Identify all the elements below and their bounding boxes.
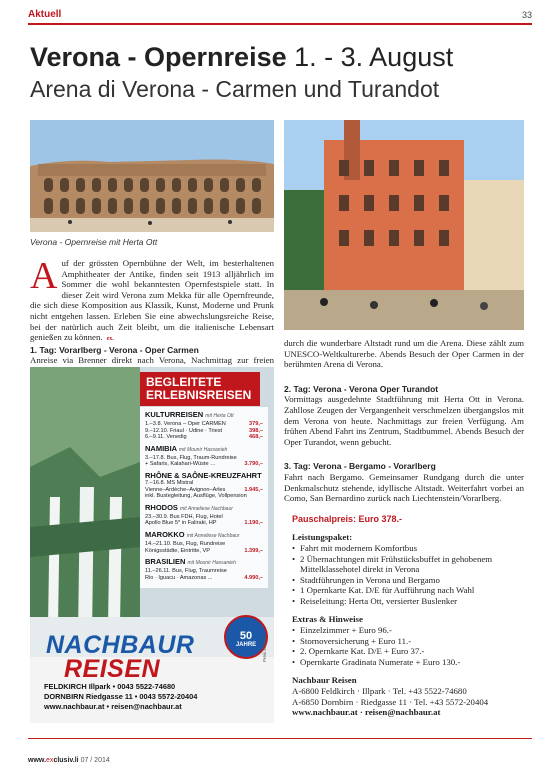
contact-block: [292, 675, 524, 717]
ad-web-email[interactable]: www.nachbaur.at • reisen@nachbaur.at: [44, 702, 182, 711]
header-rule: [28, 23, 532, 25]
trip-row-price: 1.190,–: [244, 520, 263, 527]
trip-name: RHÔNE & SAÔNE-KREUZFAHRT: [145, 470, 262, 480]
services-title: Leistungspaket:: [292, 532, 353, 543]
title-bold: Verona - Opernreise: [30, 42, 287, 72]
trip-row-text: 11.–26.11. Bus, Flug, Traumreise: [145, 568, 227, 575]
ad-side-note: Preis in Euro: [262, 636, 267, 662]
trip-row-text: 23.–30.9. Bus FDH, Flug, Hotel: [145, 513, 223, 520]
page-subtitle: Arena di Verona - Carmen und Turandot: [30, 76, 440, 102]
list-item: • Stadtführungen in Verona und Bergamo: [292, 575, 524, 586]
ad-address-block: [44, 682, 270, 712]
trip-row-price: 398,–: [249, 427, 263, 434]
intro-text: uf der grössten Opernbühne der Welt, im besterhaltenen Amphitheater der Antike, finden seit 1913 alljährlich im Sommer die wohl bekanntesten Opernfestspiele statt. In dieser Zeit wird Verona zum Mekka für alle Opernfreunde, die sich diese Komposition aus Klassik, Kunst, Moderne und Prunk nicht entgehen lassen. Erleben Sie eine abwechslungsreiche Reise, bei der natürlich auch Zeit bleibt, um die italienische Lebensart genießen zu können.: [30, 258, 274, 343]
contact-web-email[interactable]: www.nachbaur.at · reisen@nachbaur.at: [292, 707, 441, 718]
trip-kulturreisen[interactable]: [145, 410, 263, 441]
arena-photo-caption: Verona - Opernreise mit Herta Ott: [30, 237, 158, 247]
intro-tag: ex.: [106, 336, 114, 343]
trip-row-text: 7.–16.8. MS Mistral: [145, 479, 194, 486]
page-number: 33: [521, 10, 532, 20]
trip-row-text: 9.–12.10. Friaul · Udine · Triest: [145, 427, 223, 434]
trip-row-price: 468,–: [249, 434, 263, 441]
contact-dornbirn: A-6850 Dornbirn · Riedgasse 11 · Tel. +43 5572-20404: [292, 696, 489, 707]
day2-title: 2. Tag: Verona - Verona Oper Turandot: [284, 383, 439, 394]
trip-brasilien[interactable]: [145, 557, 263, 581]
trip-row-text: Rio · Iguacu · Amazonas ...: [145, 574, 213, 581]
trip-guide: mit Mounir Hassanieh: [187, 560, 236, 567]
trip-name: BRASILIEN: [145, 557, 186, 567]
day1-text-continued: durch die wunderbare Altstadt rund um die Arena. Diese zählt zum UNESCO-Weltkulturerbe. Abends Besuch der Oper Carmen in der berühmten Arena di Verona.: [284, 338, 524, 370]
trip-marokko[interactable]: [145, 530, 263, 554]
badge-number: 50: [239, 630, 253, 642]
day1-title: 1. Tag: Vorarlberg - Verona - Oper Carmen: [30, 344, 199, 355]
trip-row-price: 4.990,–: [244, 574, 263, 581]
footer-site-mid: ex: [46, 757, 54, 764]
list-item: • 2 Übernachtungen mit Frühstücksbuffet in gehobenem Mittelklassehotel direkt in Verona: [292, 554, 524, 575]
contact-feldkirch: A-6800 Feldkirch · Illpark · Tel. +43 5522-74680: [292, 686, 467, 697]
title-dates: 1. - 3. August: [294, 42, 454, 72]
trip-row-text: Apollo Blue 5* in Faliraki, HP: [145, 520, 217, 527]
trip-row-text: Vienne–Ardèche–Avignon–Arles: [145, 486, 226, 493]
list-item: • Einzelzimmer + Euro 96.-: [292, 625, 524, 636]
list-item: • 1 Opernkarte Kat. D/E für Aufführung nach Wahl: [292, 585, 524, 596]
footer-site-prefix: www.: [28, 757, 47, 764]
trip-row-price: 1.399,–: [244, 547, 263, 554]
list-item: • 2. Opernkarte Kat. D/E + Euro 37.-: [292, 646, 524, 657]
day3-title: 3. Tag: Verona - Bergamo - Vorarlberg: [284, 461, 436, 472]
footer-site-suffix: clusiv.li: [53, 757, 79, 764]
trip-rhone-saone[interactable]: [145, 471, 263, 500]
verona-piazza-photo: [284, 120, 524, 330]
trip-row-text: 6.–9.11. Venedig: [145, 434, 187, 441]
trip-row-price: 1.945,–: [244, 486, 263, 493]
trip-row-text: + Safaris, Kalahari-Wüste …: [145, 461, 216, 468]
list-item: • Opernkarte Gradinata Numerate + Euro 130.-: [292, 657, 524, 668]
article-column-1: [30, 255, 274, 377]
trip-name: KULTURREISEN: [145, 410, 204, 419]
services-list: [292, 543, 524, 607]
trip-row-price: 3.790,–: [244, 461, 263, 468]
trip-row-price: 379,–: [249, 421, 263, 427]
package-price: Pauschalpreis: Euro 378.-: [292, 513, 403, 524]
intro-paragraph: [30, 255, 274, 345]
extras-title: Extras & Hinweise: [292, 614, 363, 625]
ad-address-dornbirn: DORNBIRN Riedgasse 11 • 0043 5572-20404: [44, 692, 198, 701]
trip-name: NAMIBIA: [145, 443, 177, 453]
footer-rule: [28, 738, 532, 739]
list-item: • Fahrt mit modernem Komfortbus: [292, 543, 524, 554]
arena-photo: [30, 120, 274, 232]
trip-guide: mit Anneliese Nachbaur: [180, 505, 233, 512]
contact-name: Nachbaur Reisen: [292, 675, 357, 686]
day2-text: Vormittags ausgedehnte Stadtführung mit Herta Ott in Verona. Zahllose Zeugen der Vergangenheit verschmelzen übergangslos mit dem Verona von heute. Nachmittags zur freien Verfügung. Am frühen Abend Fahrt ins Zentrum, Stadtbummel. Abends Besuch der Oper Turandot, wenn gebucht.: [284, 394, 524, 447]
nachbaur-advertisement[interactable]: [30, 367, 274, 723]
logo-word-reisen: REISEN: [64, 655, 161, 683]
trip-guide: mit Herta Ott: [205, 413, 234, 419]
section-label: Aktuell: [28, 9, 62, 20]
page-header: [0, 0, 550, 26]
logo-word-nachbaur: NACHBAUR: [46, 631, 195, 659]
trip-row-text: Königsstädte, Eintritte, VP: [145, 547, 210, 554]
nachbaur-logo: [46, 633, 194, 681]
trip-namibia[interactable]: [145, 444, 263, 468]
trip-rhodos[interactable]: [145, 503, 263, 527]
page-footer: [28, 738, 532, 778]
trip-row-text: 14.–21.10. Bus, Flug, Rundreise: [145, 540, 226, 547]
trip-name: MAROKKO: [145, 529, 185, 539]
trip-guide: mit Anneliese Nachbaur: [186, 532, 240, 539]
list-item: • Reiseleitung: Herta Ott, versierter Buslenker: [292, 596, 524, 607]
trip-name: RHODOS: [145, 502, 178, 512]
trip-row-text: 3.–17.8. Bus, Flug, Traum-Rundreise: [145, 454, 237, 461]
trip-row-text: 1.–3.8. Verona – Oper CARMEN: [145, 421, 226, 427]
trip-guide: mit Mounir Hassanieh: [178, 446, 228, 453]
ad-address-feldkirch: FELDKIRCH Illpark • 0043 5522-74680: [44, 682, 176, 691]
day3-text: Fahrt nach Bergamo. Gemeinsamer Rundgang durch die unter Denkmalschutz stehende, idyllische Altstadt. Weiterfahrt vorbei an Como, San Bernardino zurück nach Liechtenstein/Vorarlberg.: [284, 471, 524, 504]
day1-text-start: Anreise via Brenner direkt nach Verona, Nachmittag zur freien: [30, 355, 274, 366]
ad-trip-list: [140, 407, 268, 588]
footer-issue: 07 / 2014: [80, 757, 110, 764]
footer-text: [28, 757, 110, 764]
badge-label: JAHRE: [235, 642, 257, 648]
page-title: [30, 42, 453, 73]
extras-list: [292, 625, 524, 667]
dropcap: A: [30, 255, 58, 297]
list-item: • Stornoversicherung + Euro 11.-: [292, 636, 524, 647]
article-column-2: [284, 338, 524, 718]
trip-row-text: inkl. Bustegleitung, Ausflüge, Vollpension: [145, 493, 247, 500]
ad-title: BEGLEITETE ERLEBNISREISEN: [140, 372, 260, 406]
